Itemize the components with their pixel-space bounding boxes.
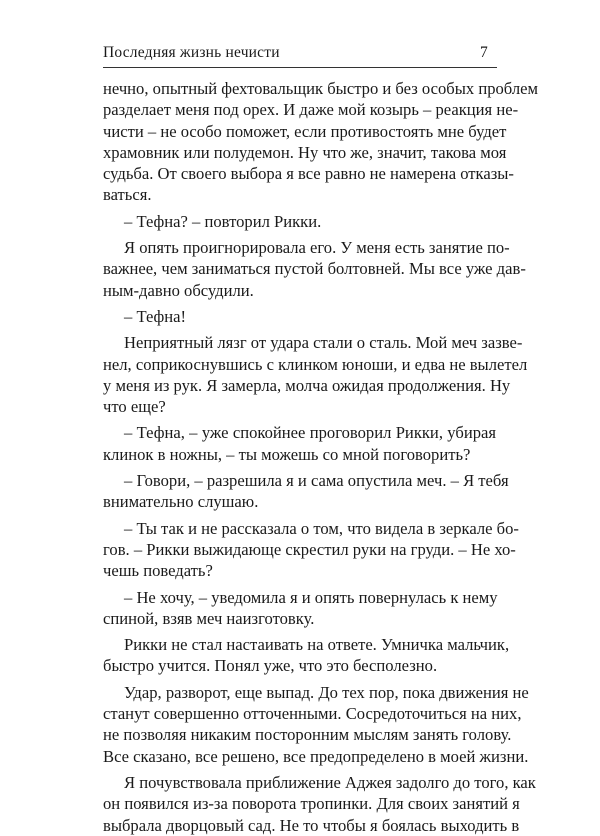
text-line: – Не хочу, – уведомила я и опять повернулась к нему (124, 587, 498, 607)
text-line: нечно, опытный фехтовальщик быстро и без особых проблем (103, 79, 538, 98)
text-line: чисти – не особо поможет, если противостоять мне будет (103, 121, 507, 141)
text-line: спиной, взяв меч наизготовку. (103, 608, 315, 628)
text-line: не позволяя никаким посторонним мыслям занять голову. (103, 725, 512, 745)
text-line: судьба. От своего выбора я все равно не намерена отказы- (103, 164, 514, 184)
text-line: разделает меня под орех. И даже мой козырь – реакция не- (103, 100, 519, 120)
text-line: ваться. (103, 185, 152, 205)
text-line: он появился из-за поворота тропинки. Для своих занятий я (103, 794, 520, 814)
body-text (103, 78, 538, 836)
text-line: – Ты так и не рассказала о том, что видела в зеркале бо- (124, 518, 519, 538)
text-line: что еще? (103, 397, 166, 417)
running-header (103, 40, 496, 64)
text-line: выбрала дворцовый сад. Не то чтобы я боялась выходить в (103, 815, 520, 835)
text-line: чешь поведать? (103, 561, 213, 581)
text-line: – Говори, – разрешила я и сама опустила меч. – Я тебя (124, 471, 509, 491)
page-number: 7 (480, 44, 488, 61)
text-line: важнее, чем заниматься пустой болтовней. Мы все уже дав- (103, 259, 526, 279)
running-title: Последняя жизнь нечисти (103, 44, 280, 61)
text-line: внимательно слушаю. (103, 492, 259, 512)
text-line: быстро учится. Понял уже, что это бесполезно. (103, 656, 438, 676)
text-line: Рикки не стал настаивать на ответе. Умничка мальчик, (124, 635, 510, 655)
text-line: гов. – Рикки выжидающе скрестил руки на груди. – Не хо- (103, 539, 516, 559)
text-line: храмовник или полудемон. Ну что же, значит, такова моя (103, 142, 507, 162)
text-line: ным-давно обсудили. (103, 280, 254, 300)
text-line: – Тефна, – уже спокойнее проговорил Рикки, убирая (124, 423, 496, 443)
text-line: Я почувствовала приближение Аджея задолго до того, как (124, 772, 536, 792)
text-line: Неприятный лязг от удара стали о сталь. Мой меч зазве- (124, 333, 523, 353)
header-divider (103, 67, 497, 68)
text-line: Я опять проигнорировала его. У меня есть занятие по- (124, 238, 510, 258)
text-line: станут совершенно отточенными. Сосредоточиться на них, (103, 704, 522, 724)
text-line: нел, соприкоснувшись с клинком юноши, и едва не вылетел (103, 354, 528, 374)
text-line: Все сказано, все решено, все предопределено в моей жизни. (103, 746, 529, 766)
text-line: – Тефна! (124, 306, 187, 326)
text-line: клинок в ножны, – ты можешь со мной поговорить? (103, 444, 471, 464)
text-line: Удар, разворот, еще выпад. До тех пор, пока движения не (124, 682, 529, 702)
text-line: – Тефна? – повторил Рикки. (124, 211, 322, 231)
text-line: у меня из рук. Я замерла, молча ожидая продолжения. Ну (103, 375, 511, 395)
